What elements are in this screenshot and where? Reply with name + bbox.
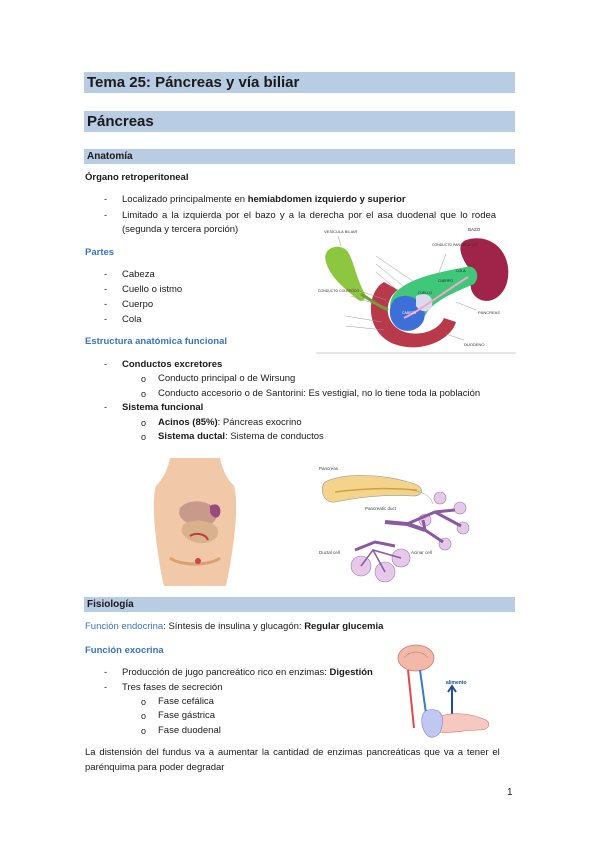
paragraph-line2: parénquima para poder degradar: [85, 762, 225, 773]
bullet-circle: o: [141, 726, 147, 736]
bullet-dash: -: [104, 299, 108, 310]
paragraph-line1: La distensión del fundus va a aumentar la cantidad de enzimas pancreáticas que va a tener el: [85, 747, 500, 758]
label-pancreatic-duct: Pancreatic duct: [365, 506, 397, 511]
page-title: Tema 25: Páncreas y vía biliar: [84, 72, 515, 93]
bullet-dash: -: [104, 667, 108, 678]
bullet-dash: -: [104, 682, 108, 693]
pancreas-anatomy-diagram: [316, 222, 516, 354]
bullet-circle: o: [141, 711, 147, 721]
label-conducto-pancreatico: CONDUCTO PANCREÁTICO: [432, 243, 479, 247]
label-pancreas: Pancreas: [319, 466, 339, 471]
bullet-limitado-line2: (segunda y tercera porción): [122, 224, 239, 235]
bullet-dash: -: [104, 210, 108, 221]
conductos-heading: Conductos excretores: [122, 359, 223, 370]
torso-pancreas-illustration: [150, 458, 240, 586]
bullet-dash: -: [104, 314, 108, 325]
label-vesicula: VESÍCULA BILIAR: [324, 229, 358, 234]
bullet-circle: o: [141, 418, 147, 428]
bullet-circle: o: [141, 697, 147, 707]
label-duodeno: DUODENO: [464, 342, 485, 347]
fase-item: Fase gástrica: [158, 710, 216, 721]
acinos-item: Acinos (85%): Páncreas exocrino: [158, 417, 302, 428]
subheading-fisiologia: Fisiología: [84, 597, 515, 612]
bullet-localizado: Localizado principalmente en hemiabdomen izquierdo y superior: [122, 194, 406, 205]
exocrina-heading: Función exocrina: [85, 645, 164, 656]
bullet-dash: -: [104, 284, 108, 295]
label-cuerpo: CUERPO: [438, 279, 453, 283]
bullet-dash: -: [104, 194, 108, 205]
parte-item: Cola: [122, 314, 142, 325]
conducto-santorini: Conducto accesorio o de Santorini: Es vestigial, no lo tiene toda la población: [158, 388, 481, 399]
label-alimento: alimento: [446, 680, 467, 686]
parte-item: Cabeza: [122, 269, 155, 280]
page-number: 1: [507, 787, 513, 798]
label-cola: COLA: [456, 269, 466, 273]
bullet-limitado-line1: Limitado a la izquierda por el bazo y a la derecha por el asa duodenal que lo rodea: [122, 210, 497, 221]
label-cabeza: CABEZA: [402, 311, 417, 315]
label-cuello: CUELLO: [418, 291, 433, 295]
bullet-tres-fases: Tres fases de secreción: [122, 682, 223, 693]
section-heading-pancreas: Páncreas: [84, 111, 515, 132]
conducto-wirsung: Conducto principal o de Wirsung: [158, 373, 296, 384]
acinar-ductal-diagram: [315, 462, 475, 590]
organ-heading: Órgano retroperitoneal: [85, 172, 189, 183]
fase-item: Fase duodenal: [158, 725, 221, 736]
bullet-circle: o: [141, 389, 147, 399]
label-bazo: BAZO: [468, 227, 481, 232]
bullet-dash: -: [104, 359, 108, 370]
parte-item: Cuerpo: [122, 299, 154, 310]
label-ductal-cell: Ductal cell: [319, 550, 340, 555]
subheading-anatomia: Anatomía: [84, 149, 515, 164]
ductal-item: Sistema ductal: Sistema de conductos: [158, 431, 324, 442]
bullet-dash: -: [104, 402, 108, 413]
bullet-circle: o: [141, 374, 147, 384]
parte-item: Cuello o istmo: [122, 284, 183, 295]
estructura-heading: Estructura anatómica funcional: [85, 336, 228, 347]
endocrina-line: Función endocrina: Síntesis de insulina y glucagón: Regular glucemia: [85, 621, 384, 632]
secretion-phases-diagram: [388, 640, 498, 745]
label-acinar-cell: Acinar cell: [411, 550, 432, 555]
label-pancreas: PÁNCREAS: [478, 310, 501, 315]
bullet-dash: -: [104, 269, 108, 280]
sistema-heading: Sistema funcional: [122, 402, 204, 413]
partes-heading: Partes: [85, 247, 115, 258]
label-coledoco: CONDUCTO COLÉDOCO: [318, 289, 360, 293]
fase-item: Fase cefálica: [158, 696, 214, 707]
bullet-circle: o: [141, 432, 147, 442]
bullet-produccion: Producción de jugo pancreático rico en enzimas: Digestión: [122, 667, 373, 678]
